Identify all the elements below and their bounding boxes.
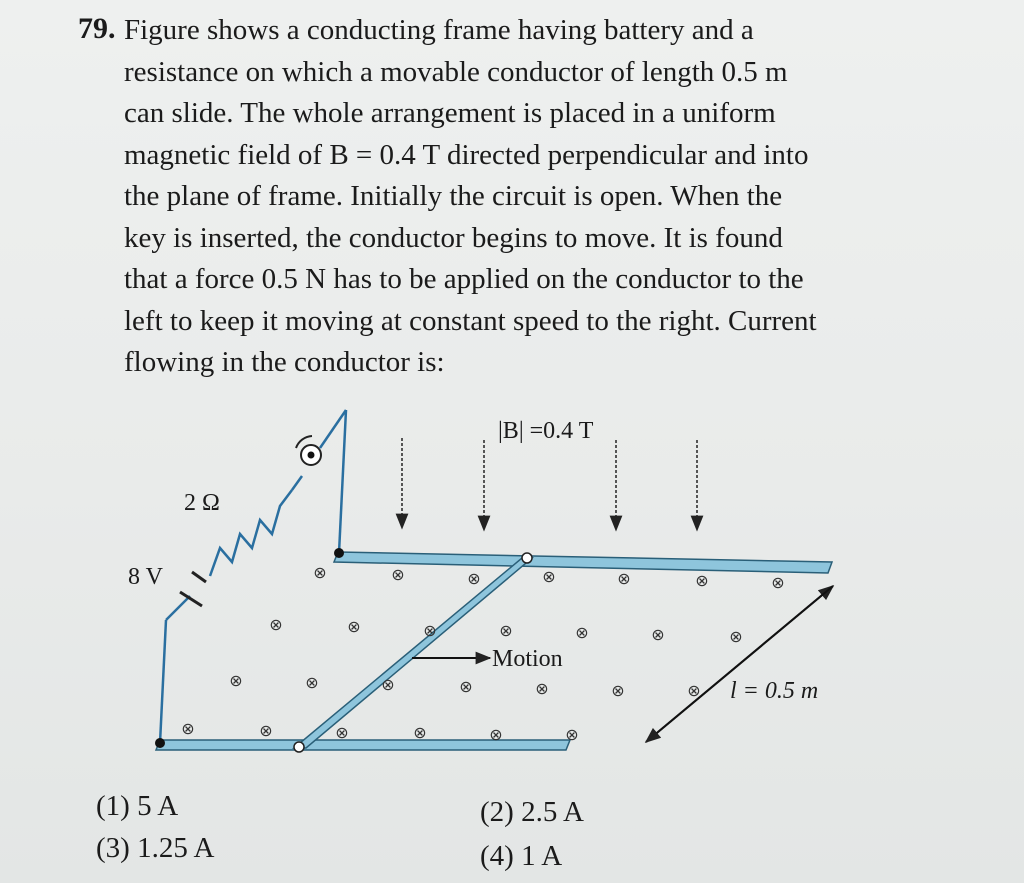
cross-icon: ⊗ (459, 677, 473, 696)
question-line: resistance on which a movable conductor of length 0.5 m (124, 55, 788, 88)
option-3[interactable]: (3) 1.25 A (96, 832, 215, 864)
contact-point-bottom (294, 742, 304, 752)
cross-icon: ⊗ (535, 679, 549, 698)
question-line: left to keep it moving at constant speed to the right. Current (124, 304, 817, 337)
cross-icon: ⊗ (771, 573, 785, 592)
question-line: magnetic field of B = 0.4 T directed perpendicular and into (124, 138, 809, 171)
circuit-figure (0, 390, 1024, 780)
bottom-rail (156, 740, 570, 750)
cross-icon: ⊗ (489, 725, 503, 744)
cross-icon: ⊗ (575, 623, 589, 642)
option-4[interactable]: (4) 1 A (480, 840, 563, 872)
cross-icon: ⊗ (381, 675, 395, 694)
question-line: Figure shows a conducting frame having battery and a (124, 14, 754, 46)
option-1[interactable]: (1) 5 A (96, 790, 179, 822)
cross-icon: ⊗ (229, 671, 243, 690)
cross-icon: ⊗ (695, 571, 709, 590)
cross-icon: ⊗ (611, 681, 625, 700)
cross-icon: ⊗ (729, 627, 743, 646)
key-icon (296, 436, 321, 465)
field-arrows (402, 438, 697, 530)
field-label: |B| =0.4 T (498, 418, 594, 444)
cross-icon: ⊗ (565, 725, 579, 744)
question-text (124, 10, 952, 384)
cross-icon: ⊗ (617, 569, 631, 588)
cross-icon: ⊗ (467, 569, 481, 588)
battery-label: 8 V (128, 564, 163, 590)
contact-point-top (522, 553, 532, 563)
cross-icon: ⊗ (413, 723, 427, 742)
motion-label: Motion (492, 646, 563, 672)
resistance-label: 2 Ω (184, 490, 220, 516)
cross-icon: ⊗ (423, 621, 437, 640)
option-2[interactable]: (2) 2.5 A (480, 796, 584, 828)
question-line: that a force 0.5 N has to be applied on the conductor to the (124, 263, 804, 295)
question-number: 79. (78, 12, 116, 45)
cross-icon: ⊗ (687, 681, 701, 700)
cross-icon: ⊗ (181, 719, 195, 738)
cross-icon: ⊗ (259, 721, 273, 740)
cross-icon: ⊗ (305, 673, 319, 692)
cross-icon: ⊗ (542, 567, 556, 586)
question-line: flowing in the conductor is: (124, 346, 445, 378)
junction-dot (334, 548, 344, 558)
cross-icon: ⊗ (335, 723, 349, 742)
cross-icon: ⊗ (651, 625, 665, 644)
length-label: l = 0.5 m (730, 678, 819, 704)
junction-dot (155, 738, 165, 748)
question-line: key is inserted, the conductor begins to move. It is found (124, 221, 783, 254)
top-rail (334, 552, 832, 573)
length-arrow-reverse (646, 586, 833, 742)
cross-icon: ⊗ (347, 617, 361, 636)
cross-icon: ⊗ (269, 615, 283, 634)
cross-icon: ⊗ (391, 565, 405, 584)
cross-icon: ⊗ (313, 563, 327, 582)
question-line: can slide. The whole arrangement is placed in a uniform (124, 97, 776, 129)
cross-icon: ⊗ (499, 621, 513, 640)
question-line: the plane of frame. Initially the circuit is open. When the (124, 180, 783, 212)
